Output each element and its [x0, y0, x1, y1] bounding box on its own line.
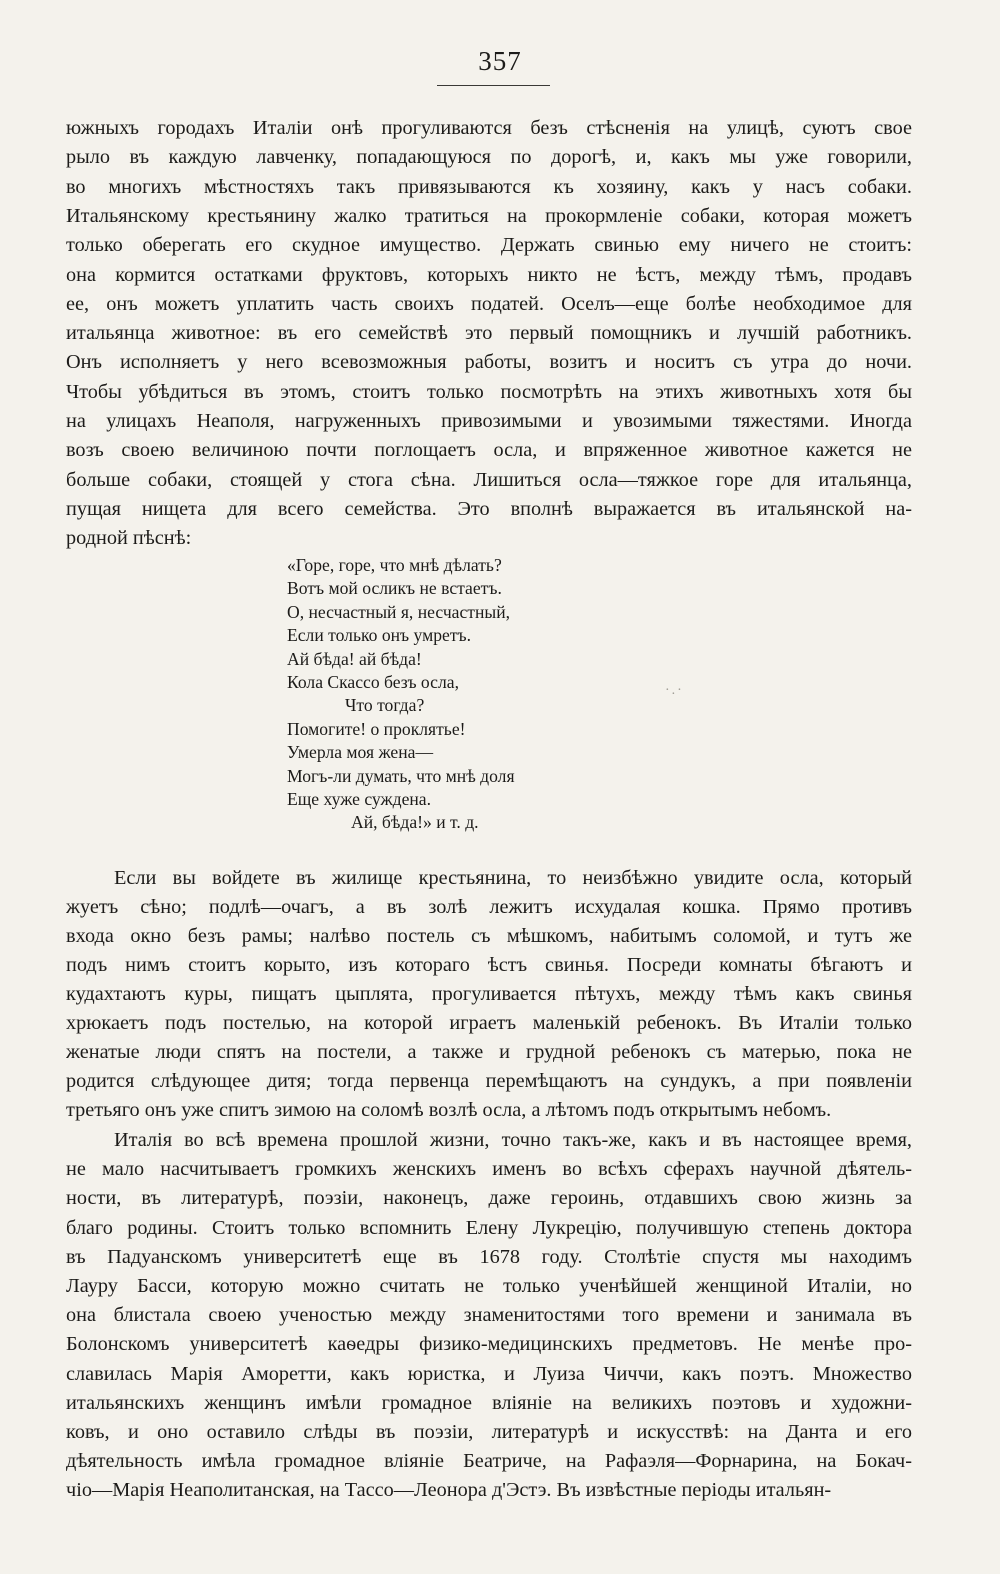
text-line: южныхъ городахъ Италіи онѣ прогуливаются безъ стѣсненія на улицѣ, суютъ свое — [66, 117, 912, 139]
text-line: итальянскихъ женщинъ имѣли громадное вліяніе на великихъ поэтовъ и художни- — [66, 1391, 912, 1414]
text-line: подъ нимъ стоитъ корыто, изъ котораго ѣстъ свинья. Посреди комнаты бѣгаютъ и — [66, 954, 912, 976]
text-line: Онъ исполняетъ у него всевозможныя работы, возитъ и носитъ съ утра до ночи. — [66, 351, 912, 374]
text-line: ковъ, и оно оставило слѣды въ поэзіи, литературѣ и искусствѣ: на Данта и его — [66, 1421, 912, 1443]
text-line: Итальянскому крестьянину жалко тратиться на прокормленіе собаки, которая можетъ — [66, 204, 912, 227]
text-line: ности, въ литературѣ, поэзіи, наконецъ, даже героинь, отдавшихъ свою жизнь за — [66, 1187, 912, 1210]
bleed-through-mark: ·.· — [665, 683, 684, 698]
text-line: женатые люди спятъ на постели, а также и грудной ребенокъ съ матерью, пока не — [66, 1041, 912, 1063]
verse-line: Помогите! о проклятье! — [287, 718, 466, 739]
text-line: ее, онъ можетъ уплатить часть своихъ податей. Оселъ—еще болѣе необходимое для — [66, 292, 912, 315]
text-line: не мало насчитываетъ громкихъ женскихъ именъ во всѣхъ сферахъ научной дѣятель- — [66, 1158, 912, 1181]
text-line: жуетъ сѣно; подлѣ—очагъ, а въ золѣ лежитъ исхудалая кошка. Прямо противъ — [66, 896, 912, 918]
verse-line: Могъ-ли думать, что мнѣ доля — [287, 765, 515, 786]
text-line: входа окно безъ рамы; налѣво постель съ мѣшкомъ, набитымъ соломой, и тутъ же — [66, 925, 912, 947]
text-line: родится слѣдующее дитя; тогда первенца перемѣщаютъ на сундукъ, а при появленіи — [66, 1070, 912, 1092]
page-number: 357 — [478, 46, 522, 76]
text-line: Чтобы убѣдиться въ этомъ, стоитъ только посмотрѣть на этихъ животныхъ хотя бы — [66, 380, 912, 403]
verse-line: О, несчастный я, несчастный, — [287, 601, 511, 622]
text-line: больше собаки, стоящей у стога сѣна. Лишиться осла—тяжкое горе для итальянца, — [66, 468, 912, 491]
text-line: она кормится остатками фруктовъ, которыхъ никто не ѣстъ, между тѣмъ, продавъ — [66, 263, 912, 286]
text-line: славилась Марія Аморетти, какъ юристка, и Луиза Чиччи, какъ поэтъ. Множество — [66, 1362, 912, 1385]
text-line: третьяго онъ уже спитъ зимою на соломѣ возлѣ осла, а лѣтомъ подъ открытымъ небомъ. — [66, 1099, 832, 1121]
text-line: только оберегать его скудное имущество. Держать свинью ему ничего не стоитъ: — [66, 234, 912, 257]
text-line: итальянца животное: въ его семействѣ это первый помощникъ и лучшій работникъ. — [66, 322, 912, 345]
verse-line: «Горе, горе, что мнѣ дѣлать? — [287, 555, 502, 575]
verse-line: Если только онъ умретъ. — [287, 625, 472, 646]
text-line: въ Падуанскомъ университетѣ еще въ 1678 году. Столѣтіе спустя мы находимъ — [66, 1245, 912, 1268]
text-line: Лауру Басси, которую можно считать не только ученѣйшей женщиной Италіи, но — [66, 1275, 912, 1297]
text-line: пущая нищета для всего семейства. Это вполнѣ выражается въ итальянской на- — [66, 497, 912, 520]
verse-line: Вотъ мой осликъ не встаетъ. — [287, 578, 502, 599]
text-line: рыло въ каждую лавченку, попадающуюся по дорогѣ, и, какъ мы уже говорили, — [66, 146, 912, 169]
text-line: кудахтаютъ куры, пищатъ цыплята, прогуливается пѣтухъ, между тѣмъ какъ свинья — [66, 983, 912, 1005]
text-line: дѣятельность имѣла громадное вліяніе Беатриче, на Рафаэля—Форнарина, на Бокач- — [66, 1450, 912, 1473]
verse-line: Ай бѣда! ай бѣда! — [287, 648, 422, 669]
text-line: она блистала своею ученостью между знаменитостями того времени и занимала въ — [66, 1304, 912, 1327]
verse-line: Кола Скассо безъ осла, — [287, 672, 459, 692]
text-line: Если вы войдете въ жилище крестьянина, то неизбѣжно увидите осла, который — [114, 867, 912, 889]
text-line: возъ своею величиною почти поглощаетъ осла, и впряженное животное кажется не — [66, 439, 912, 462]
verse-line: Еще хуже суждена. — [287, 789, 432, 809]
text-line: Италія во всѣ времена прошлой жизни, точно такъ-же, какъ и въ настоящее время, — [114, 1129, 912, 1151]
text-line: родной пѣснѣ: — [66, 527, 192, 550]
text-line: благо родины. Стоитъ только вспомнить Елену Лукрецію, получившую степень доктора — [66, 1216, 912, 1239]
text-line: Болонскомъ университетѣ каѳедры физико-медицинскихъ предметовъ. Не менѣе про- — [66, 1333, 912, 1356]
page-number-rule — [437, 85, 550, 86]
verse-line: Что тогда? — [345, 695, 425, 716]
text-line: во многихъ мѣстностяхъ такъ привязываются къ хозяину, какъ у насъ собаки. — [66, 175, 912, 198]
verse-line: Умерла моя жена— — [287, 742, 434, 763]
text-line: на улицахъ Неаполя, нагруженныхъ привозимыми и увозимыми тяжестями. Иногда — [66, 410, 912, 432]
verse-line: Ай, бѣда!» и т. д. — [351, 812, 479, 833]
text-line: хрюкаетъ подъ постелью, на которой играетъ маленькій ребенокъ. Въ Италіи только — [66, 1012, 912, 1034]
text-line: чіо—Марія Неаполитанская, на Тассо—Леонора д'Эстэ. Въ извѣстные періоды итальян- — [66, 1479, 832, 1502]
